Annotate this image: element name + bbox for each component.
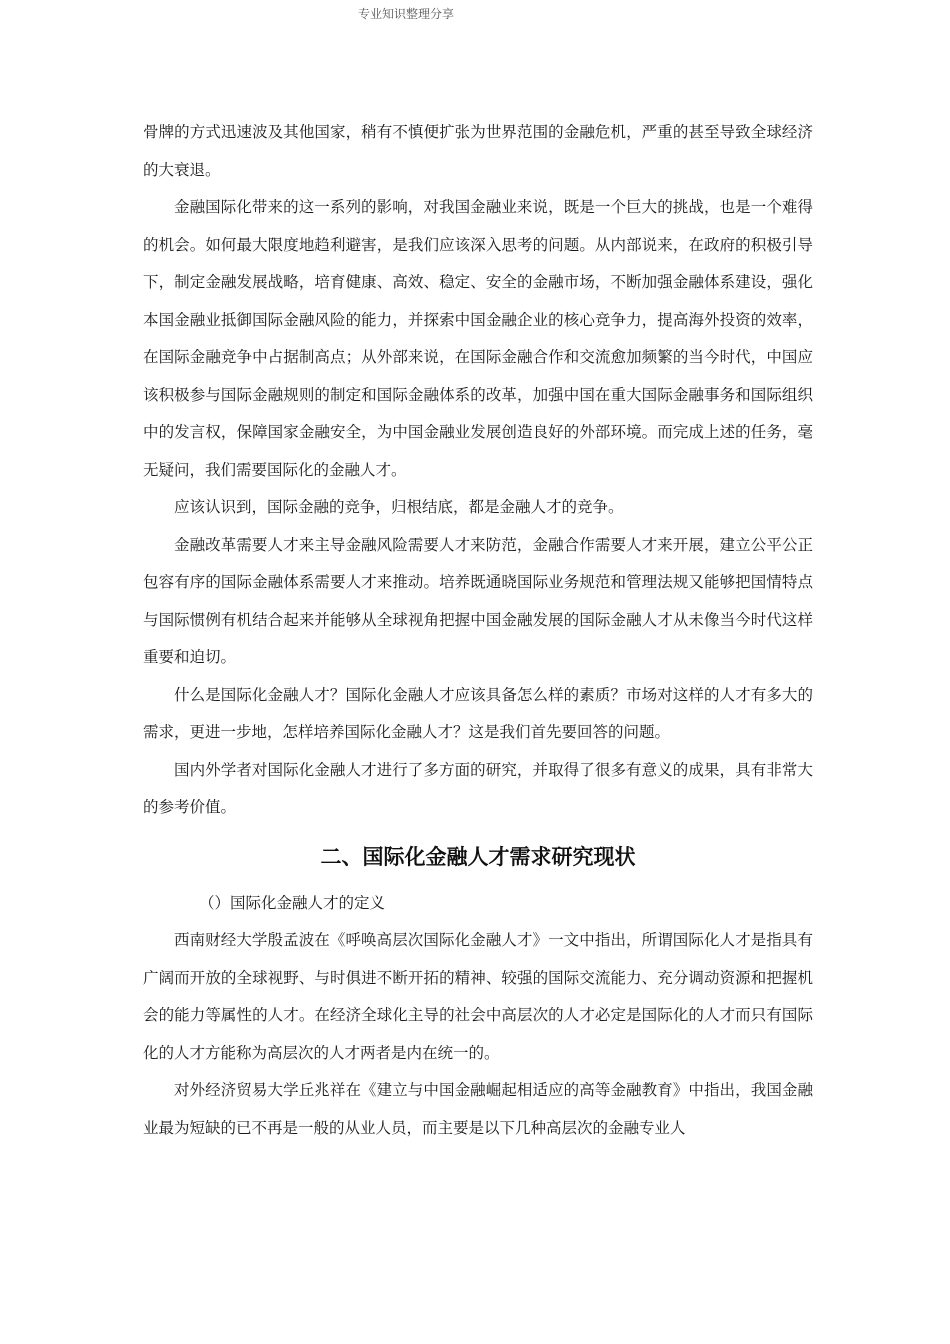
document-body — [143, 114, 813, 1147]
paragraph: 应该认识到，国际金融的竞争，归根结底，都是金融人才的竞争。 — [174, 498, 624, 516]
paragraph: 金融国际化带来的这一系列的影响，对我国金融业来说，既是一个巨大的挑战，也是一个难得的机会。如何最大限度地趋利避害，是我们应该深入思考的问题。从内部说来，在政府的积极引导下，制定金融发展战略，培育健康、高效、稳定、安全的金融市场，不断加强金融体系建设，强化本国金融业抵御国际金融风险的能力，并探索中国金融企业的核心竞争力，提高海外投资的效率，在国际金融竞争中占据制高点；从外部来说，在国际金融合作和交流愈加频繁的当今时代，中国应该积极参与国际金融规则的制定和国际金融体系的改革，加强中国在重大国际金融事务和国际组织中的发言权，保障国家金融安全，为中国金融业发展创造良好的外部环境。而完成上述的任务，毫无疑问，我们需要国际化的金融人才。 — [143, 198, 813, 479]
paragraph: 西南财经大学殷孟波在《呼唤高层次国际化金融人才》一文中指出，所谓国际化人才是指具有广阔而开放的全球视野、与时俱进不断开拓的精神、较强的国际交流能力、充分调动资源和把握机会的能力等属性的人才。在经济全球化主导的社会中高层次的人才必定是国际化的人才而只有国际化的人才方能称为高层次的人才两者是内在统一的。 — [143, 931, 813, 1062]
sub-heading: （）国际化金融人才的定义 — [199, 893, 386, 912]
paragraph: 金融改革需要人才来主导金融风险需要人才来防范，金融合作需要人才来开展，建立公平公正包容有序的国际金融体系需要人才来推动。培养既通晓国际业务规范和管理法规又能够把国情特点与国际惯例有机结合起来并能够从全球视角把握中国金融发展的国际金融人才从未像当今时代这样重要和迫切。 — [143, 535, 813, 666]
paragraph: 骨牌的方式迅速波及其他国家，稍有不慎便扩张为世界范围的金融危机，严重的甚至导致全球经济的大衰退。 — [143, 123, 813, 179]
paragraph: 对外经济贸易大学丘兆祥在《建立与中国金融崛起相适应的高等金融教育》中指出，我国金融业最为短缺的已不再是一般的从业人员，而主要是以下几种高层次的金融专业人 — [143, 1081, 813, 1137]
section-title: 二、国际化金融人才需求研究现状 — [320, 844, 636, 869]
header-note: 专业知识整理分享 — [358, 7, 455, 21]
paragraph: 什么是国际化金融人才？国际化金融人才应该具备怎么样的素质？市场对这样的人才有多大的需求，更进一步地，怎样培养国际化金融人才？这是我们首先要回答的问题。 — [143, 685, 813, 741]
paragraph: 国内外学者对国际化金融人才进行了多方面的研究，并取得了很多有意义的成果，具有非常大的参考价值。 — [143, 760, 813, 816]
